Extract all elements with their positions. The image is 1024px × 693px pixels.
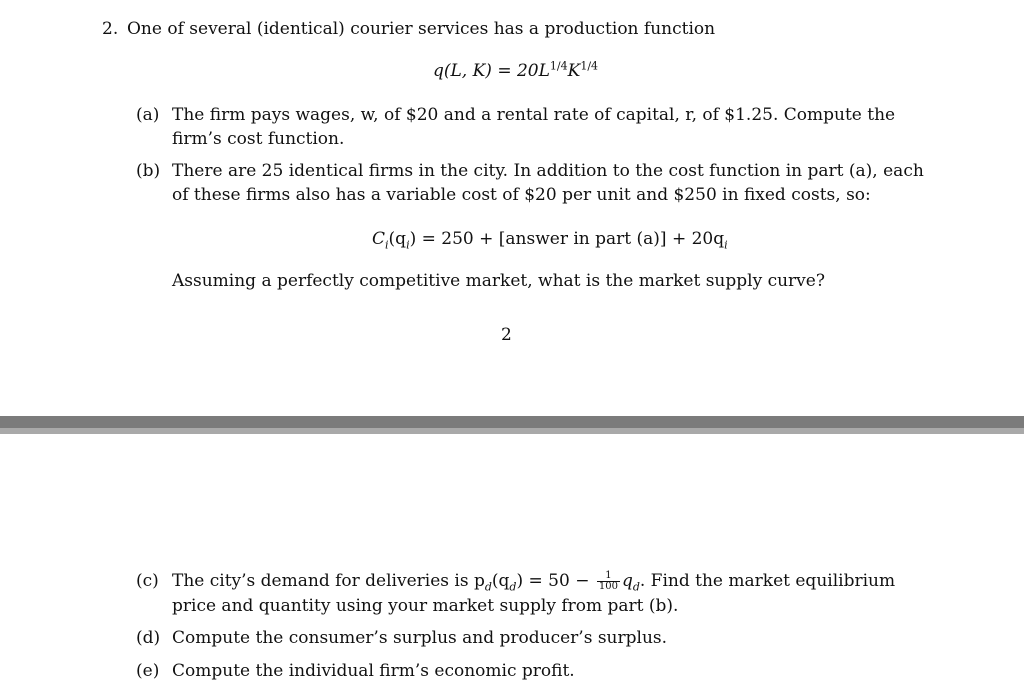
fraction: $\frac{1}{100}$ [598, 570, 618, 592]
part-a-label: (a) [136, 105, 160, 125]
page-separator [0, 416, 1024, 434]
part-b-line1: There are 25 identical firms in the city. In addition to the cost function in part (a), each [172, 161, 924, 181]
part-b-label: (b) [136, 161, 161, 181]
page-bottom [0, 434, 1024, 693]
page-number: 2 [501, 325, 512, 345]
part-e-label: (e) [136, 661, 160, 681]
cost-equation: $C_i(q_i) = 250$ + [answer in part $(a)] + 20q_i$ [372, 229, 728, 252]
part-c-line2: price and quantity using your market supply from part (b). [172, 596, 679, 616]
part-c-line1: The city’s demand for deliveries is $p_d(q_d) = 50$ − $\frac{1}{100}$ $q_d$. Find the market equilibrium [172, 570, 896, 594]
part-d-label: (d) [136, 628, 161, 648]
problem-number: 2. [102, 19, 119, 39]
part-b-line2: of these firms also has a variable cost of $20 per unit and $250 in fixed costs, so: [172, 185, 871, 205]
problem-intro: One of several (identical) courier services has a production function [127, 19, 716, 39]
part-b-question: Assuming a perfectly competitive market, what is the market supply curve? [172, 271, 825, 291]
part-a-line2: firm’s cost function. [172, 129, 345, 149]
part-d-text: Compute the consumer’s surplus and producer’s surplus. [172, 628, 668, 648]
production-function: q(L, $K) = 20L^{1/4}K^{1/4}$ [433, 59, 599, 81]
part-c-label: (c) [136, 571, 159, 591]
part-a-line1: The firm pays wages, w, of $20 and a rental rate of capital, r, of $1.25. Compute the [172, 105, 896, 125]
part-e-text: Compute the individual firm’s economic profit. [172, 661, 575, 681]
